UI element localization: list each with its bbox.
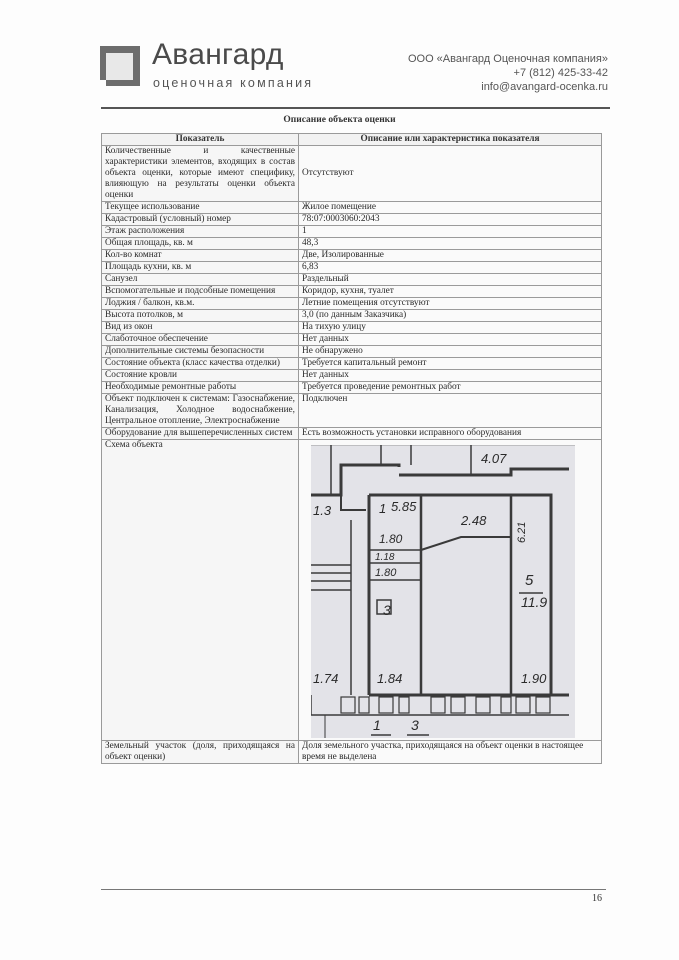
row-value: Есть возможность установки исправного оборудования — [299, 428, 602, 440]
table-row — [102, 358, 602, 370]
header-divider — [101, 107, 610, 109]
company-logo — [100, 38, 314, 102]
row-key: Этаж расположения — [102, 226, 299, 238]
svg-text:6.21: 6.21 — [516, 521, 528, 543]
table-header-row — [102, 134, 602, 146]
column-header-description: Описание или характеристика показателя — [299, 134, 602, 146]
row-key: Общая площадь, кв. м — [102, 238, 299, 250]
row-key: Земельный участок (доля, приходящаяся на объект оценки) — [102, 741, 299, 764]
table-row — [102, 202, 602, 214]
table-row — [102, 382, 602, 394]
floor-plan-cell — [299, 440, 602, 741]
svg-text:1: 1 — [373, 717, 381, 733]
row-key: Вид из окон — [102, 322, 299, 334]
svg-text:2.48: 2.48 — [461, 513, 487, 528]
row-key: Дополнительные системы безопасности — [102, 346, 299, 358]
svg-text:1.3: 1.3 — [313, 503, 332, 518]
table-row — [102, 394, 602, 428]
svg-text:1.90: 1.90 — [521, 671, 547, 686]
svg-text:3: 3 — [383, 602, 391, 618]
svg-text:1.80: 1.80 — [375, 567, 397, 579]
table-row — [102, 214, 602, 226]
page-number: 16 — [592, 893, 602, 904]
table-row — [102, 226, 602, 238]
floor-plan-image — [311, 445, 575, 738]
table-row — [102, 370, 602, 382]
row-value: Отсутствуют — [299, 146, 602, 202]
svg-text:1.84: 1.84 — [377, 671, 403, 686]
svg-text:3: 3 — [411, 717, 419, 733]
object-description-table — [101, 133, 602, 764]
svg-text:6,83 — [407, 736, 434, 738]
row-key: Оборудование для вышеперечисленных систем — [102, 428, 299, 440]
row-key: Кадастровый (условный) номер — [102, 214, 299, 226]
table-row — [102, 250, 602, 262]
svg-text:5.85: 5.85 — [391, 499, 417, 514]
svg-text:1: 1 — [379, 501, 387, 516]
row-value: Нет данных — [299, 334, 602, 346]
row-key: Высота потолков, м — [102, 310, 299, 322]
svg-text:9,11 — [367, 736, 393, 738]
row-key: Лоджия / балкон, кв.м. — [102, 298, 299, 310]
table-row — [102, 286, 602, 298]
row-key: Санузел — [102, 274, 299, 286]
row-key: Слаботочное обеспечение — [102, 334, 299, 346]
row-key: Площадь кухни, кв. м — [102, 262, 299, 274]
row-value: 6,83 — [299, 262, 602, 274]
square-bracket-logo-icon — [100, 46, 140, 86]
svg-text:1.80: 1.80 — [379, 532, 403, 546]
row-value: Доля земельного участка, приходящаяся на объект оценки в настоящее время не выделена — [299, 741, 602, 764]
table-row — [102, 428, 602, 440]
row-value: Две, Изолированные — [299, 250, 602, 262]
section-title: Описание объекта оценки — [283, 115, 396, 125]
company-contact — [408, 52, 608, 94]
table-row — [102, 346, 602, 358]
table-row — [102, 334, 602, 346]
row-key: Вспомогательные и подсобные помещения — [102, 286, 299, 298]
row-value: Нет данных — [299, 370, 602, 382]
svg-text:1.18: 1.18 — [375, 552, 395, 563]
row-value: 3,0 (по данным Заказчика) — [299, 310, 602, 322]
row-value: Не обнаружено — [299, 346, 602, 358]
footer-divider — [101, 889, 606, 890]
row-key: Объект подключен к системам: Газоснабжение, Канализация, Холодное водоснабжение, Центральное отопление, Электроснабжение — [102, 394, 299, 428]
table-row — [102, 274, 602, 286]
row-value: Жилое помещение — [299, 202, 602, 214]
row-value: Требуется проведение ремонтных работ — [299, 382, 602, 394]
logo-title: Авангард — [152, 38, 284, 71]
row-value: Коридор, кухня, туалет — [299, 286, 602, 298]
row-value: Подключен — [299, 394, 602, 428]
row-key: Количественные и качественные характеристики элементов, входящих в состав объекта оценки, которые имеют специфику, влияющую на результаты оценки объекта оценки — [102, 146, 299, 202]
table-row — [102, 298, 602, 310]
logo-subtitle: оценочная компания — [153, 76, 314, 90]
row-value: Требуется капитальный ремонт — [299, 358, 602, 370]
table-row — [102, 322, 602, 334]
row-key: Необходимые ремонтные работы — [102, 382, 299, 394]
row-value: 1 — [299, 226, 602, 238]
table-row — [102, 741, 602, 764]
table-row — [102, 310, 602, 322]
row-key: Схема объекта — [102, 440, 299, 741]
svg-text:1.74: 1.74 — [313, 671, 339, 686]
table-row — [102, 146, 602, 202]
table-row — [102, 262, 602, 274]
row-value: На тихую улицу — [299, 322, 602, 334]
column-header-indicator: Показатель — [102, 134, 299, 146]
row-key: Кол-во комнат — [102, 250, 299, 262]
row-key: Состояние объекта (класс качества отделки) — [102, 358, 299, 370]
svg-text:4.07: 4.07 — [481, 451, 507, 466]
row-value: 48,3 — [299, 238, 602, 250]
svg-text:5: 5 — [525, 572, 534, 589]
company-email: info@avangard-ocenka.ru — [481, 81, 608, 93]
company-name: ООО «Авангард Оценочная компания» — [407, 53, 608, 65]
company-phone: +7 (812) 425-33-42 — [513, 67, 608, 79]
table-row — [102, 238, 602, 250]
row-value: Летние помещения отсутствуют — [299, 298, 602, 310]
svg-text:11.9: 11.9 — [521, 594, 548, 610]
row-key: Текущее использование — [102, 202, 299, 214]
row-key: Состояние кровли — [102, 370, 299, 382]
table-row-scheme — [102, 440, 602, 741]
row-value: Раздельный — [299, 274, 602, 286]
row-value: 78:07:0003060:2043 — [299, 214, 602, 226]
